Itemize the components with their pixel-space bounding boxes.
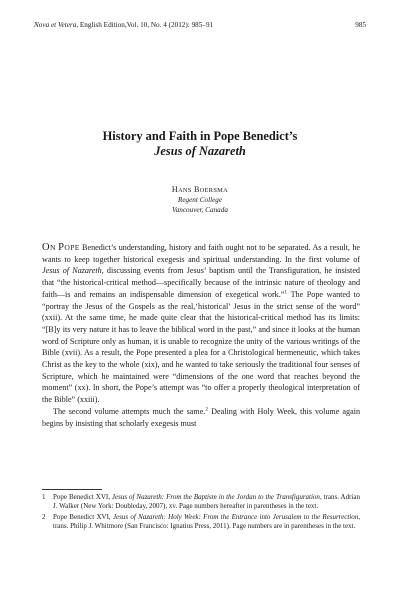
paragraph-1-text-a: Benedict’s understanding, history and faith ought not to be separated. As a result, he wants to keep together historical exegesis and spiritual understanding. In the first volume of <box>42 243 361 264</box>
author-location: Vancouver, Canada <box>172 205 228 214</box>
footnote-ref-2[interactable]: 2 <box>205 406 209 413</box>
footnote-number: 1 <box>42 493 46 501</box>
author-affiliation: Regent College <box>177 196 223 204</box>
footnote-text: Pope Benedict XVI, <box>53 512 113 521</box>
footnote-italic-title: Jesus of Nazareth: Holy Week: From the Entrance into Jerusalem to the Resurrection <box>112 512 359 521</box>
journal-details: , English Edition,Vol. 10, No. 4 (2012): 985–91 <box>76 21 214 29</box>
opening-word-1-initial: O <box>42 242 50 253</box>
title-line-2: Jesus of Nazareth <box>154 144 246 158</box>
footnote-text: , trans. Philip J. Whitmore (San Francisco: Ignatius Press, 2011). Page numbers are in parentheses in the text. <box>53 512 360 530</box>
paragraph-2-text-a: The second volume attempts much the same. <box>53 406 206 416</box>
title-line-1: History and Faith in Pope Benedict’s <box>102 129 298 143</box>
journal-name: Nova et Vetera <box>34 21 77 29</box>
paragraph-1 <box>42 242 360 406</box>
footnote-ref-1[interactable]: 1 <box>284 289 288 296</box>
article-title <box>40 129 360 159</box>
journal-citation <box>34 22 213 29</box>
footnote-text: , trans. Adrian J. Walker (New York: Doubleday, 2007), xv. Page numbers hereafter in parentheses in the text. <box>53 493 360 511</box>
author-block <box>40 184 360 215</box>
footnote-1 <box>42 493 360 512</box>
opening-word-1-rest: N <box>49 243 56 252</box>
footnote-divider <box>42 489 102 490</box>
footnote-text: Pope Benedict XVI, <box>53 493 112 501</box>
paragraph-2-text-b: Dealing with Holy Week, this volume again begins by insisting that scholarly exegesis must <box>42 406 361 428</box>
footnote-number: 2 <box>42 512 46 521</box>
paragraph-1-text-c: The Pope wanted to “portray the Jesus of the Gospels as the real,‘historical’ Jesus in the strict sense of the word” (xxii). At the same time, he made quite clear that the historical-critical method has its limits: “[B]y its very nature it has to leave the biblical word in the past,” and since it looks at the human word of Scripture only as human, it is unable to recognize the unity of the various writings of the Bible (xvii). As a result, the Pope presented a plea for a Christological hermeneutic, which takes Christ as the key to the whole (xix), and he wanted to take seriously the traditional four senses of Scripture, which he maintained were “dimensions of the one word that reaches beyond the moment” (xx). In short, the Pope’s attempt was “to offer a properly theological interpretation of the Bible” (xxiii). <box>42 289 360 405</box>
article-body <box>42 242 360 429</box>
author-name <box>40 184 360 196</box>
author-first-rest: ANS <box>178 187 192 194</box>
footnote-italic-title: Jesus of Nazareth: From the Baptism in the Jordan to the Transfiguration <box>111 493 320 501</box>
footnotes <box>42 493 360 532</box>
opening-word-2-rest: OPE <box>64 243 80 252</box>
paragraph-2 <box>42 406 360 429</box>
author-last-initial: B <box>194 185 200 194</box>
footnote-2 <box>42 513 360 532</box>
paragraph-1-italic-title: Jesus of Nazareth <box>42 266 102 276</box>
opening-word-2-initial: P <box>58 242 65 253</box>
paragraph-1-text-b: , discussing events from Jesus’ baptism until the Transfiguration, he insisted that “the historical-critical method—specifically because of the intrinsic nature of theology and faith—is and remains an indispensable dimension of exegetical work.” <box>42 266 360 299</box>
author-first-initial: H <box>171 185 178 194</box>
page-number: 985 <box>355 21 366 29</box>
author-last-rest: OERSMA <box>199 187 229 194</box>
running-head <box>34 22 366 29</box>
